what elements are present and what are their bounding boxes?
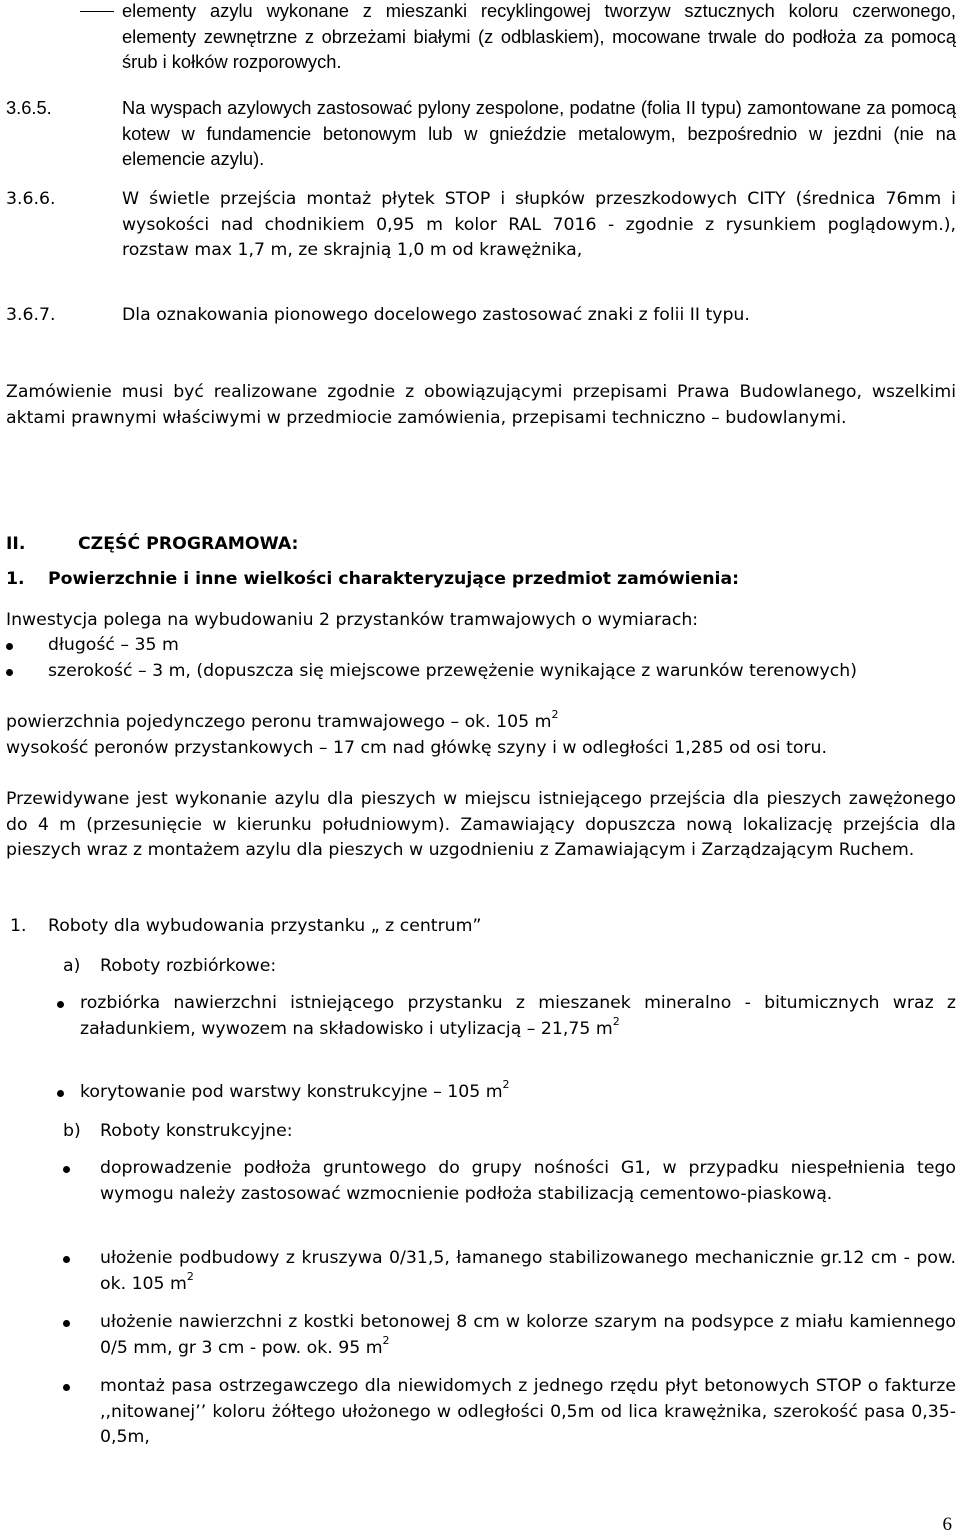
- section-ii-number: II.: [6, 534, 26, 554]
- bullet-icon: [6, 643, 13, 650]
- subsection-1-title: Powierzchnie i inne wielkości charakteryzujące przedmiot zamówienia:: [48, 569, 740, 589]
- investment-lead: Inwestycja polega na wybudowaniu 2 przystanków tramwajowych o wymiarach:: [6, 610, 699, 630]
- platform-height: wysokość peronów przystankowych – 17 cm nad główkę szyny i w odległości 1,285 od osi toru.: [6, 738, 827, 758]
- works-title: Roboty dla wybudowania przystanku „ z centrum”: [48, 916, 482, 936]
- bullet-icon: [63, 1166, 70, 1173]
- dash-marker: [80, 11, 114, 12]
- item-367-number: 3.6.7.: [6, 305, 56, 325]
- base-course-item: ułożenie podbudowy z kruszywa 0/31,5, łamanego stabilizowanego mechanicznie gr.12 cm - pow. ok. 105 $m^2$: [100, 1248, 956, 1294]
- page-number: 6: [942, 1514, 952, 1535]
- demolition-item: rozbiórka nawierzchni istniejącego przystanku z mieszanek mineralno - bitumicznych wraz z załadunkiem, wywozem na składowisko i utylizacją – 21,75 $m^2$: [80, 993, 956, 1039]
- trenching-item: korytowanie pod warstwy konstrukcyjne – 105 $m^2$: [80, 1078, 510, 1102]
- crossing-paragraph: Przewidywane jest wykonanie azylu dla pieszych w miejscu istniejącego przejścia dla pieszych zawężonego do 4 m (przesunięcie w kierunku południowym). Zamawiający dopuszcza nową lokalizację przejścia dla pieszych wraz z montażem azylu dla pieszych w uzgodnieniu z Zamawiającym i Zarządzającym Ruchem.: [6, 789, 956, 860]
- paving-item: ułożenie nawierzchni z kostki betonowej 8 cm w kolorze szarym na podsypce z miału kamiennego 0/5 mm, gr 3 cm - pow. ok. 95 $m^2$: [100, 1312, 956, 1358]
- dimension-length: długość – 35 m: [48, 635, 179, 655]
- dimension-width: szerokość – 3 m, (dopuszcza się miejscowe przewężenie wynikające z warunków terenowych): [48, 661, 857, 681]
- bullet-icon: [63, 1320, 70, 1327]
- tactile-strip-item: montaż pasa ostrzegawczego dla niewidomych z jednego rzędu płyt betonowych STOP o fakturze ,,nitowanej’’ koloru żółtego ułożonego w odległości 0,5m od lica krawężnika, szerokość pasa 0,35-0,5m,: [100, 1376, 956, 1447]
- works-a-title: Roboty rozbiórkowe:: [100, 956, 277, 976]
- order-paragraph: Zamówienie musi być realizowane zgodnie z obowiązującymi przepisami Prawa Budowlanego, wszelkimi aktami prawnymi właściwymi w przedmiocie zamówienia, przepisami techniczno – budowlanymi.: [6, 382, 956, 428]
- item-365-number: 3.6.5.: [6, 97, 52, 118]
- platform-area: powierzchnia pojedynczego peronu tramwajowego – ok. 105 $m^2$: [6, 708, 559, 732]
- item-365-text: Na wyspach azylowych zastosować pylony zespolone, podatne (folia II typu) zamontowane za pomocą kotew w fundamencie betonowym lub w gnieździe metalowym, bezpośrednio w jezdni (nie na elemencie azylu).: [122, 97, 956, 169]
- bullet-icon: [57, 1001, 64, 1008]
- subgrade-item: doprowadzenie podłoża gruntowego do grupy nośności G1, w przypadku niespełnienia tego wymogu należy zastosować wzmocnienie podłoża stabilizacją cementowo-piaskową.: [100, 1158, 956, 1204]
- item-366-text: W świetle przejścia montaż płytek STOP i słupków przeszkodowych CITY (średnica 76mm i wysokości nad chodnikiem 0,95 m kolor RAL 7016 - zgodnie z rysunkiem poglądowym.), rozstaw max 1,7 m, ze skrajnią 1,0 m od krawężnika,: [122, 189, 956, 260]
- bullet-icon: [63, 1384, 70, 1391]
- dash-item-text: elementy azylu wykonane z mieszanki recyklingowej tworzyw sztucznych koloru czerwonego, elementy zewnętrzne z obrzeżami białymi (z odblaskiem), mocowane trwale do podłoża za pomocą śrub i kołków rozporowych.: [122, 0, 956, 72]
- bullet-icon: [63, 1256, 70, 1263]
- works-number: 1.: [10, 916, 27, 936]
- works-a-label: a): [63, 956, 81, 976]
- works-b-label: b): [63, 1121, 81, 1141]
- item-366-number: 3.6.6.: [6, 189, 56, 209]
- section-ii-title: CZĘŚĆ PROGRAMOWA:: [78, 534, 299, 554]
- works-b-title: Roboty konstrukcyjne:: [100, 1121, 293, 1141]
- subsection-1-number: 1.: [6, 569, 25, 589]
- bullet-icon: [6, 669, 13, 676]
- item-367-text: Dla oznakowania pionowego docelowego zastosować znaki z folii II typu.: [122, 305, 750, 325]
- bullet-icon: [57, 1090, 64, 1097]
